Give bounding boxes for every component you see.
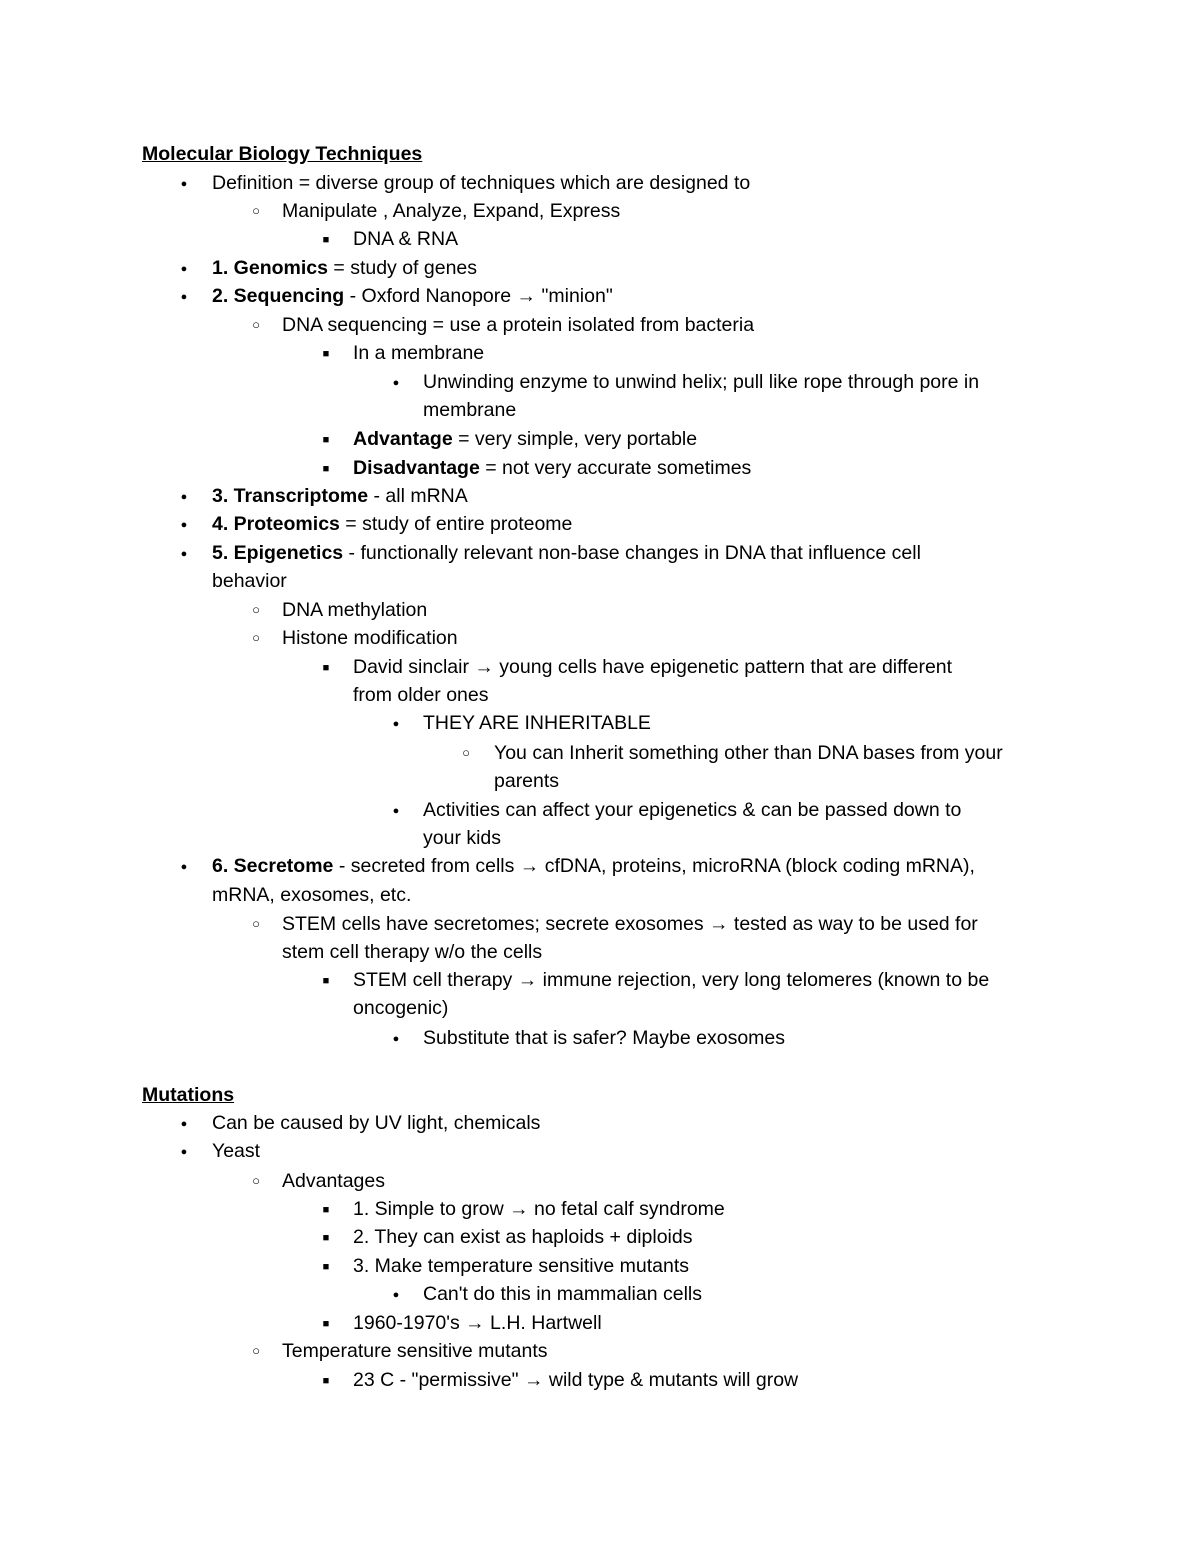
square-bullet-icon (320, 1309, 332, 1339)
square-bullet-icon (320, 1195, 332, 1225)
disc-bullet-icon (178, 539, 190, 569)
disc-bullet-icon (178, 852, 190, 882)
square-bullet-icon (320, 1252, 332, 1282)
list-item: ■ David sinclair → young cells have epigenetic pattern that are different (353, 653, 952, 682)
list-item: ■ 1. Simple to grow → no fetal calf syndrome (353, 1195, 725, 1224)
list-item: ● 4. Proteomics = study of entire proteome (212, 510, 572, 539)
disc-bullet-icon (178, 282, 190, 312)
list-item: ■ 23 C - "permissive" → wild type & mutants will grow (353, 1366, 798, 1395)
list-item: ○ You can Inherit something other than DNA bases from your (494, 739, 1003, 768)
list-item: ■ Disadvantage = not very accurate sometimes (353, 454, 751, 483)
list-item: ○ Temperature sensitive mutants (282, 1337, 548, 1366)
list-item: ● Definition = diverse group of techniques which are designed to (212, 169, 750, 198)
list-item: ● 6. Secretome - secreted from cells → cfDNA, proteins, microRNA (block coding mRNA), (212, 852, 975, 881)
list-item: ○ DNA methylation (282, 596, 427, 625)
list-item: ● 2. Sequencing - Oxford Nanopore → "minion" (212, 282, 613, 311)
list-item: ■ STEM cell therapy → immune rejection, very long telomeres (known to be (353, 966, 989, 995)
circle-bullet-icon (250, 197, 262, 226)
list-item: ● Can be caused by UV light, chemicals (212, 1109, 540, 1138)
section-title-molecular-biology: Molecular Biology Techniques (142, 143, 423, 165)
list-item: ○ DNA sequencing = use a protein isolated from bacteria (282, 311, 754, 340)
list-item: ● Activities can affect your epigenetics & can be passed down to (423, 796, 961, 825)
circle-bullet-icon (250, 910, 262, 939)
square-bullet-icon (320, 339, 332, 369)
disc-bullet-icon (178, 254, 190, 284)
square-bullet-icon (320, 653, 332, 683)
circle-bullet-icon (250, 1337, 262, 1366)
disc-bullet-icon (178, 510, 190, 540)
section-title-mutations: Mutations (142, 1084, 235, 1106)
list-item: ■ Advantage = very simple, very portable (353, 425, 697, 454)
list-item: ● Yeast (212, 1137, 260, 1166)
square-bullet-icon (320, 454, 332, 484)
square-bullet-icon (320, 966, 332, 996)
list-item: ○ Manipulate , Analyze, Expand, Express (282, 197, 620, 226)
disc-bullet-icon (178, 1109, 190, 1139)
list-item-continuation: membrane (423, 399, 517, 421)
disc-bullet-icon (178, 169, 190, 199)
disc-bullet-icon (178, 1137, 190, 1167)
list-item: ■ 2. They can exist as haploids + diploids (353, 1223, 692, 1252)
list-item-continuation: parents (494, 770, 560, 792)
circle-bullet-icon (250, 1167, 262, 1196)
circle-bullet-icon (250, 596, 262, 625)
list-item-continuation: stem cell therapy w/o the cells (282, 941, 543, 963)
disc-bullet-icon (390, 1280, 402, 1310)
list-item-continuation: from older ones (353, 684, 489, 706)
square-bullet-icon (320, 1223, 332, 1253)
list-item: ● Unwinding enzyme to unwind helix; pull like rope through pore in (423, 368, 979, 397)
list-item: ○ STEM cells have secretomes; secrete exosomes → tested as way to be used for (282, 910, 978, 939)
square-bullet-icon (320, 425, 332, 455)
disc-bullet-icon (178, 482, 190, 512)
list-item: ○ Histone modification (282, 624, 458, 653)
list-item: ■ 1960-1970's → L.H. Hartwell (353, 1309, 602, 1338)
disc-bullet-icon (390, 368, 402, 398)
list-item-continuation: mRNA, exosomes, etc. (212, 884, 412, 906)
list-item: ■ 3. Make temperature sensitive mutants (353, 1252, 689, 1281)
list-item-continuation: oncogenic) (353, 997, 449, 1019)
disc-bullet-icon (390, 709, 402, 739)
list-item: ○ Advantages (282, 1167, 385, 1196)
list-item: ■ DNA & RNA (353, 225, 458, 254)
square-bullet-icon (320, 1366, 332, 1396)
list-item: ■ In a membrane (353, 339, 484, 368)
list-item-continuation: behavior (212, 570, 287, 592)
disc-bullet-icon (390, 1024, 402, 1054)
square-bullet-icon (320, 225, 332, 255)
circle-bullet-icon (460, 739, 472, 768)
list-item: ● Substitute that is safer? Maybe exosomes (423, 1024, 785, 1053)
list-item: ● THEY ARE INHERITABLE (423, 709, 651, 738)
list-item: ● 3. Transcriptome - all mRNA (212, 482, 468, 511)
list-item: ● 5. Epigenetics - functionally relevant non-base changes in DNA that influence cell (212, 539, 921, 568)
list-item-continuation: your kids (423, 827, 502, 849)
list-item: ● Can't do this in mammalian cells (423, 1280, 702, 1309)
circle-bullet-icon (250, 624, 262, 653)
list-item: ● 1. Genomics = study of genes (212, 254, 477, 283)
disc-bullet-icon (390, 796, 402, 826)
circle-bullet-icon (250, 311, 262, 340)
